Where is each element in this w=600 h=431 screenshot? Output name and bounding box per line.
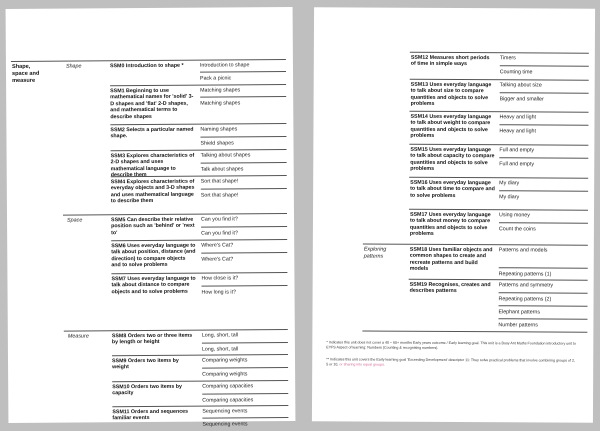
lesson: Shield shapes (200, 136, 286, 149)
lesson: Sort that shape! (200, 178, 239, 185)
objective: SSM19 Recognises, creates and describes patterns (409, 281, 491, 295)
lesson: My diary (499, 190, 588, 202)
lesson: Talking about shapes (200, 152, 251, 159)
lesson: Timers (499, 55, 516, 62)
lesson: Pack a picnic (200, 71, 286, 84)
lesson: My diary (499, 180, 520, 187)
lesson: Talk about shapes (201, 162, 287, 175)
lesson: Comparing capacities (202, 393, 288, 406)
lesson: Repeating patterns (1) (499, 267, 588, 279)
lesson: Using money (498, 212, 530, 219)
lesson: Matching shapes (200, 87, 241, 94)
lesson: Sort that shape! (201, 188, 287, 201)
lesson: Sequencing events (202, 417, 288, 430)
strand-exploring-patterns: Exploring patterns (363, 246, 387, 260)
lesson: Long, short, tall (201, 332, 239, 339)
lesson: Where's Cat? (201, 242, 234, 249)
objective: SSM15 Uses everyday language to talk about capacity to compare quantities and objects to solve problems (410, 146, 495, 173)
lesson: How close is it? (201, 275, 239, 282)
objective: SSM4 Explores characteristics of everyday objects and 3-D shapes and uses mathematical language to describe them (110, 178, 195, 205)
objective: SSM17 Uses everyday language to talk about money to compare quantities and objects to solve problems (409, 211, 491, 238)
lesson: Matching shapes (200, 96, 286, 109)
objective: SSM18 Uses familiar objects and common shapes to create and recreate patterns and build models (409, 246, 493, 273)
right-page (312, 7, 595, 422)
lesson: Comparing weights (202, 367, 288, 380)
objective: SSM3 Explores characteristics of 2-D shapes and uses mathematical language to describe them (110, 152, 195, 179)
lesson: Can you find it? (201, 216, 238, 223)
lesson: Number patterns (498, 318, 587, 330)
lesson: Patterns and models (498, 247, 548, 254)
objective: SSM14 Uses everyday language to talk about weight to compare quantities and objects to solve problems (410, 113, 492, 140)
objective: SSM6 Uses everyday language to talk about position, distance (and direction) to compare objects and to solve problems (111, 242, 196, 269)
objective: SSM12 Measures short periods of time in simple ways (410, 54, 490, 68)
objective: SSM11 Orders and sequences familiar events (112, 408, 189, 422)
objective: SSM9 Orders two items by weight (111, 357, 179, 371)
lesson: Talking about size (499, 82, 542, 89)
lesson: Full and empty (499, 147, 535, 154)
lesson: Count the coins (499, 222, 588, 234)
footnote-single: * Indicates this unit does not cover a 40 – 60+ months Early years outcome / Early learning goal. This unit is a Busy Ant Maths Foundation introductory unit to EYFS Aspect of learning: Numbers (Counting & recognising numbers). (326, 340, 577, 350)
lesson: Long, short, tall (202, 342, 288, 355)
lesson: Counting time (500, 65, 589, 77)
area-heading: Shape, space and measure (11, 63, 40, 84)
lesson: Introduction to shape (199, 62, 250, 69)
objective: SSM0 Introduction to shape * (109, 62, 184, 70)
lesson: How long is it? (201, 285, 287, 298)
footnote-double (326, 357, 576, 367)
objective: SSM8 Orders two or three items by length or height (111, 332, 193, 346)
lesson: Comparing weights (201, 357, 248, 364)
lesson: Where's Cat? (201, 252, 287, 265)
objective: SSM16 Uses everyday language to talk about time to compare and to solve problems (410, 179, 495, 199)
lesson: Sequencing events (202, 408, 248, 415)
lesson: Heavy and light (499, 124, 588, 136)
objective: SSM2 Selects a particular named shape. (110, 126, 194, 140)
objective: SSM10 Orders two items by capacity (112, 383, 182, 397)
footnote-double-highlight: or sharing into equal groups. (339, 361, 385, 367)
lesson: Bigger and smaller (500, 92, 589, 104)
objective: SSM1 Beginning to use mathematical names for 'solid' 3-D shapes and 'flat' 2-D shapes, and mathematical terms to describe shapes (110, 87, 194, 120)
strand-shape: Shape (65, 63, 82, 70)
objective: SSM5 Can describe their relative position such as 'behind' or 'next to' (111, 216, 195, 237)
lesson: Patterns and symmetry (498, 282, 554, 289)
lesson: Can you find it? (201, 226, 287, 239)
strand-space: Space (67, 217, 83, 224)
lesson: Repeating patterns (2) (499, 292, 588, 304)
lesson: Comparing capacities (202, 383, 254, 390)
lesson: Heavy and light (499, 114, 537, 121)
table-bottom-rule (362, 331, 587, 333)
objective: SSM7 Uses everyday language to talk about distance to compare objects and to solve problems (111, 275, 196, 296)
objective: SSM13 Uses everyday language to talk about size to compare quantities and objects to solve problems (410, 81, 492, 108)
lesson: Full and empty (499, 157, 588, 169)
left-page (6, 7, 296, 428)
footnote-double-text: ** Indicates this unit covers the Early learning goal 'Exceeding Development' descriptor 11: They solve practical problems that involve combining groups of 2, 5 or 10, (326, 357, 575, 366)
strand-measure: Measure (67, 333, 89, 340)
lesson: Elephant patterns (498, 305, 587, 317)
lesson: Naming shapes (200, 126, 238, 133)
